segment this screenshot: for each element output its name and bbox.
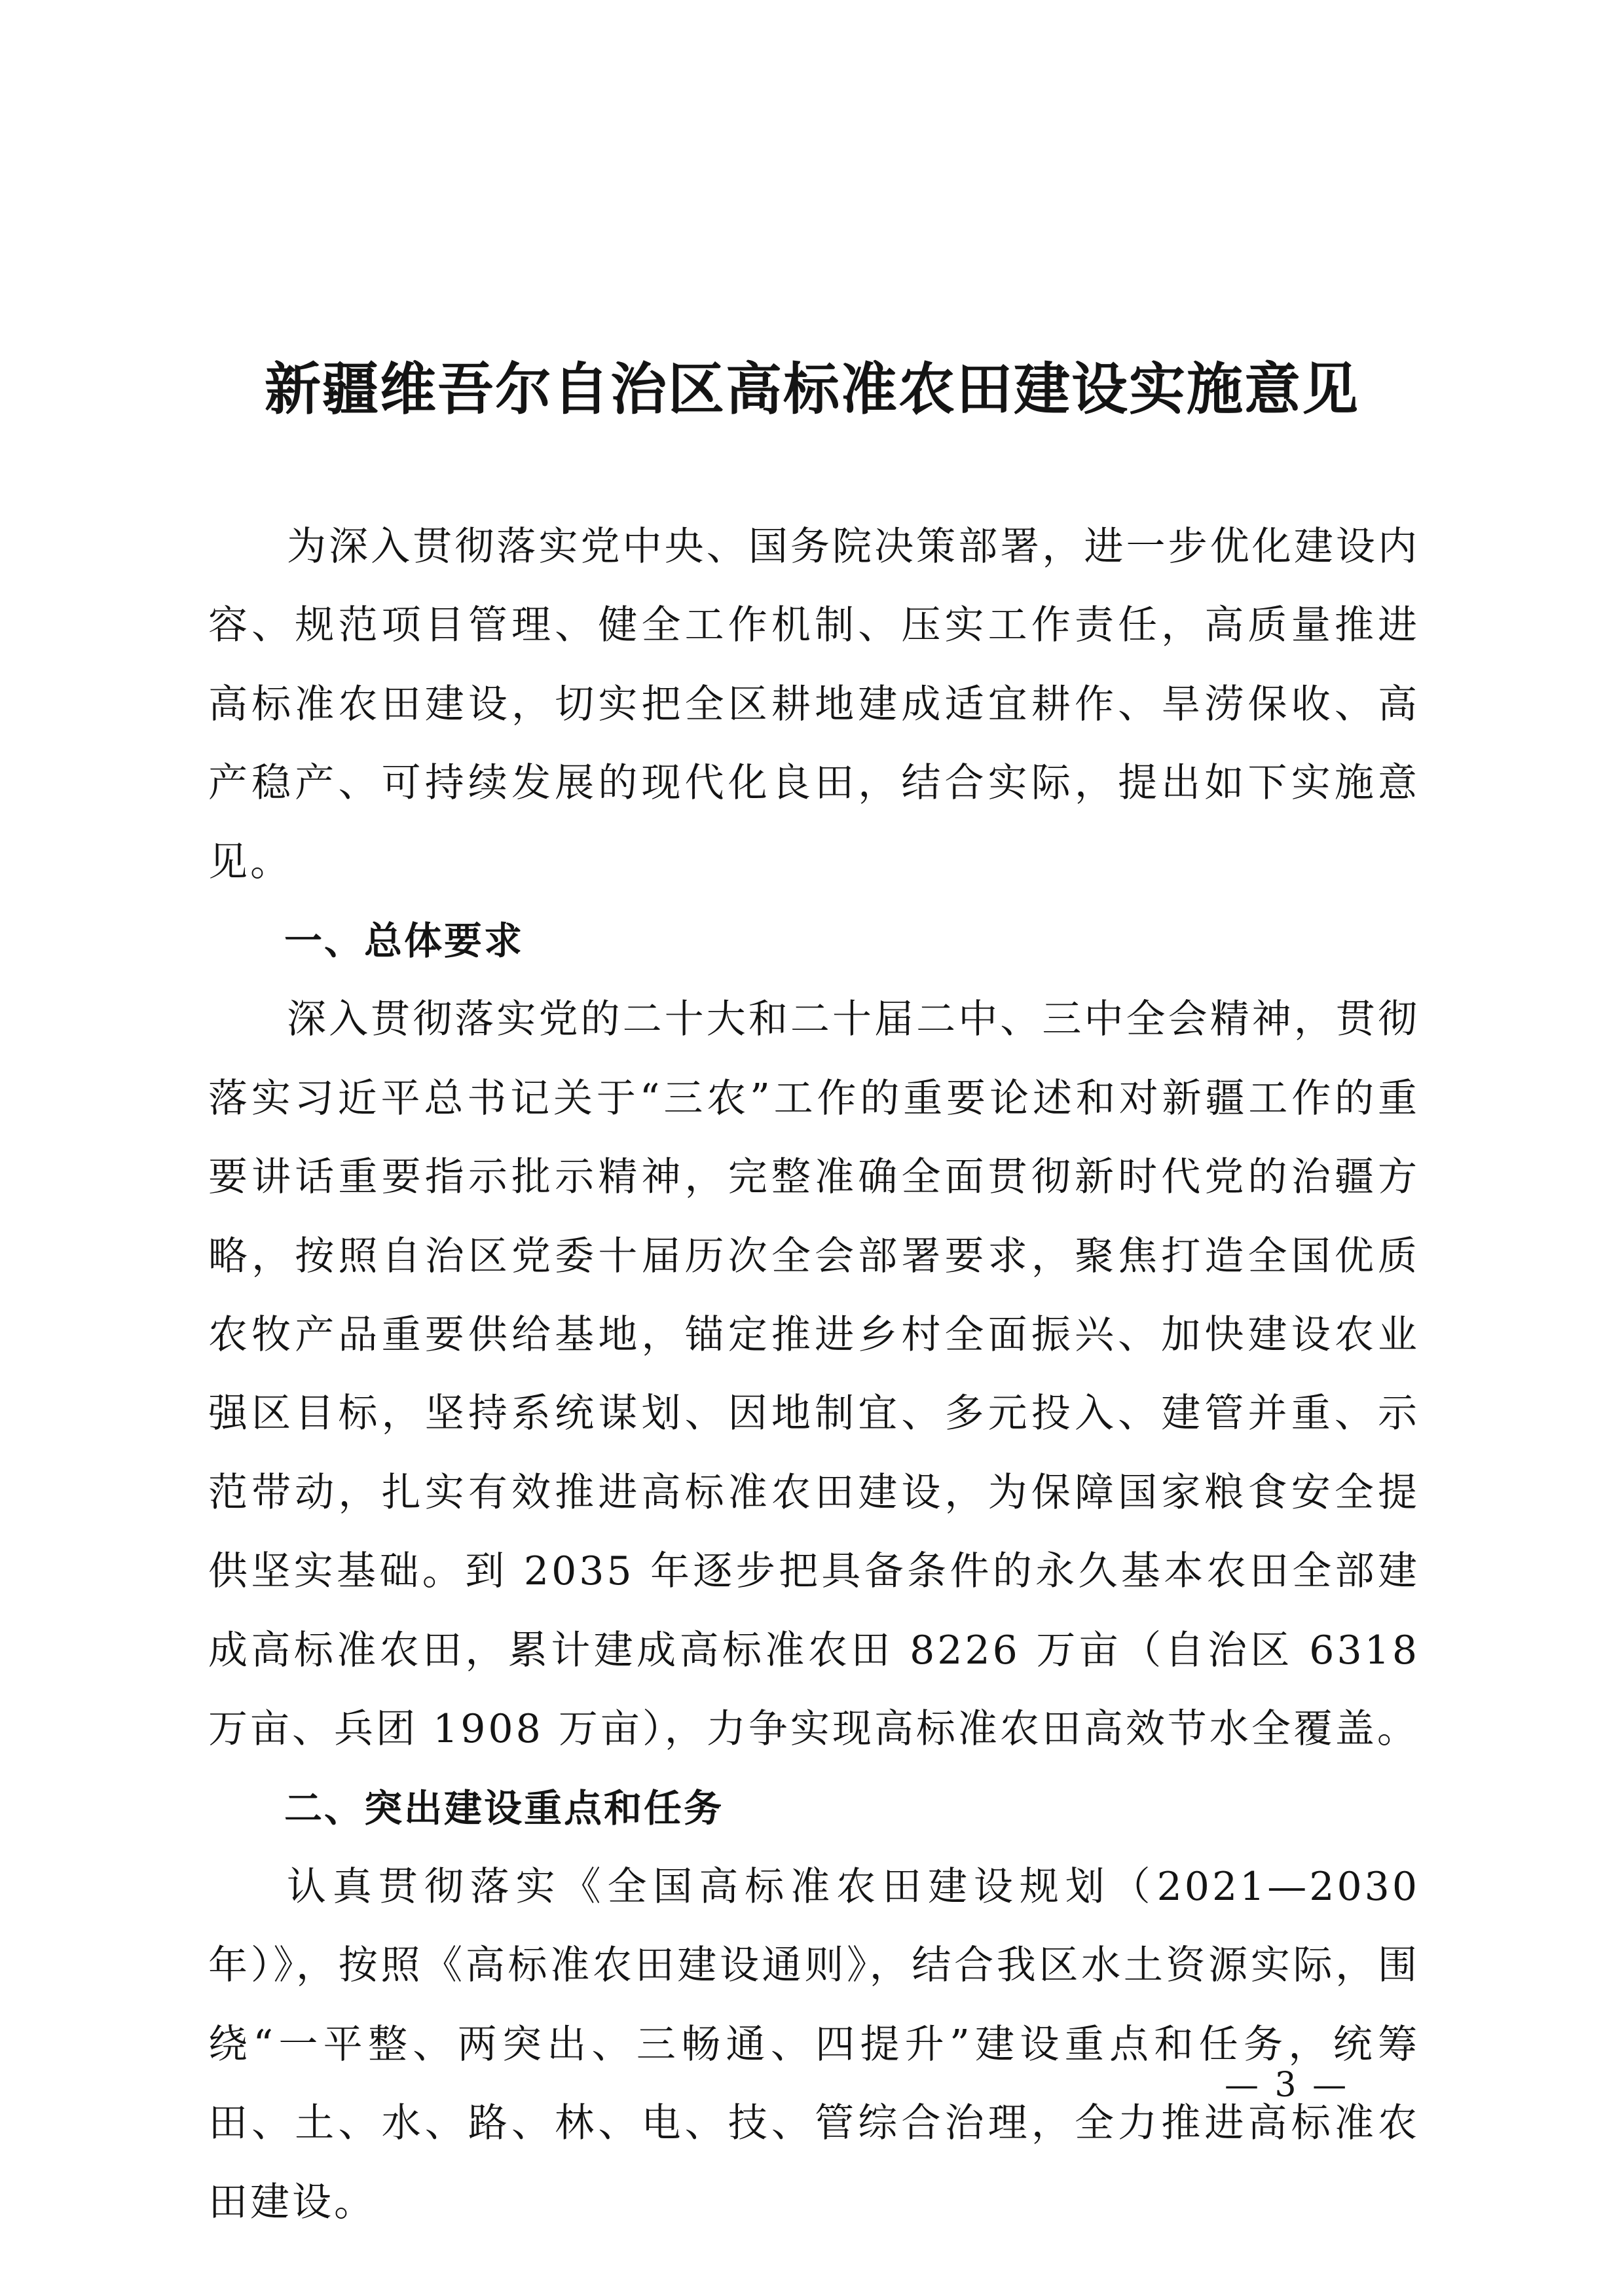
section-heading-key-tasks: 二、突出建设重点和任务 [284,1785,724,1831]
document-title: 新疆维吾尔自治区高标准农田建设实施意见 [265,356,1359,422]
intro-paragraph: 为深入贯彻落实党中央、国务院决策部署，进一步优化建设内容、规范项目管理、健全工作机制、压实工作责任，高质量推进高标准农田建设，切实把全区耕地建成适宜耕作、旱涝保收、高产稳产、可持续发展的现代化良田，结合实际，提出如下实施意见。 [208,524,1420,885]
key-tasks-paragraph: 认真贯彻落实《全国高标准农田建设规划（2021—2030 年）》，按照《高标准农田建设通则》，结合我区水土资源实际，围绕“一平整、两突出、三畅通、四提升”建设重点和任务，统筹田、土、水、路、林、电、技、管综合治理，全力推进高标准农田建设。 [208,1863,1420,2225]
section-heading-general-requirements: 一、总体要求 [284,919,525,964]
page-number: — 3 — [1225,2066,1350,2105]
document-body [208,507,1420,2242]
general-requirements-paragraph: 深入贯彻落实党的二十大和二十届二中、三中全会精神，贯彻落实习近平总书记关于“三农”工作的重要论述和对新疆工作的重要讲话重要指示批示精神，完整准确全面贯彻新时代党的治疆方略，按照自治区党委十届历次全会部署要求，聚焦打造全国优质农牧产品重要供给基地，锚定推进乡村全面振兴、加快建设农业强区目标，坚持系统谋划、因地制宜、多元投入、建管并重、示范带动，扎实有效推进高标准农田建设，为保障国家粮食安全提供坚实基础。到 2035 年逐步把具备条件的永久基本农田全部建成高标准农田，累计建成高标准农田 8226 万亩（自治区 6318 万亩、兵团 1908 万亩），力争实现高标准农田高效节水全覆盖。 [208,996,1420,1753]
